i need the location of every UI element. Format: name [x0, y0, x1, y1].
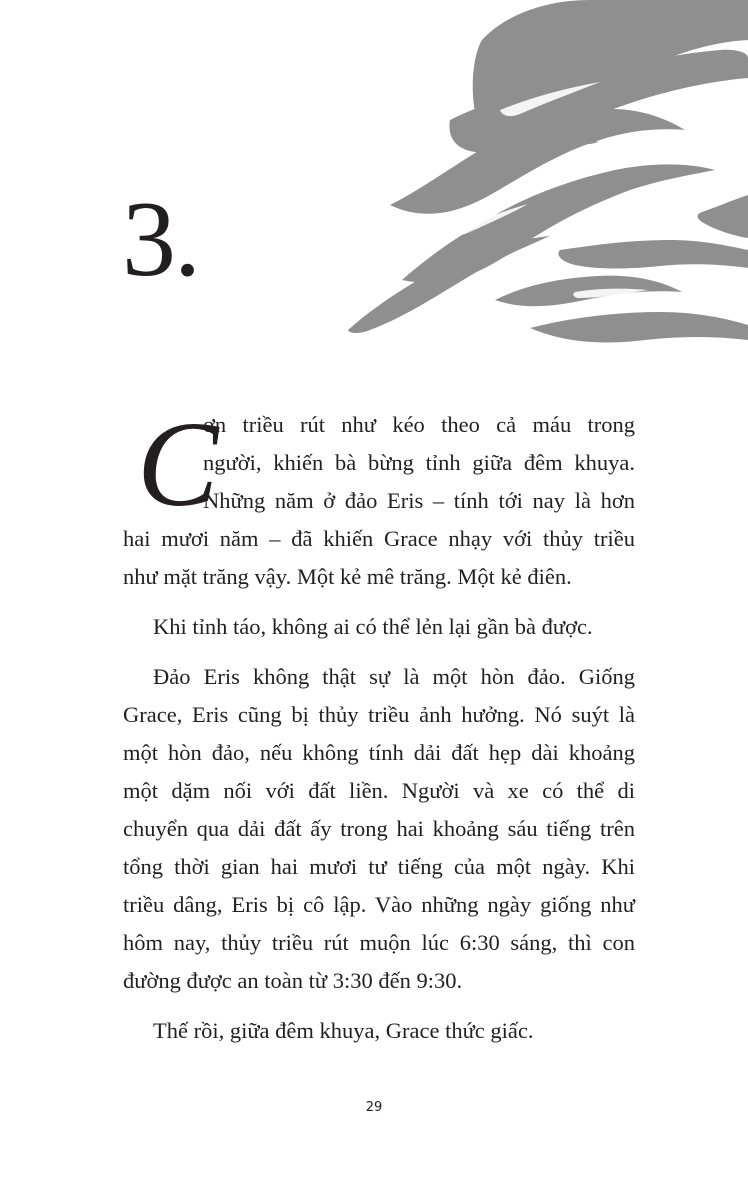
text-line: một hòn đảo, nếu không tính dải đất hẹp dài khoảng — [123, 740, 635, 765]
paragraph-1 — [123, 397, 635, 596]
text-line: tổng thời gian hai mươi tư tiếng của một ngày. Khi — [123, 854, 635, 879]
text-line: Đảo Eris không thật sự là một hòn đảo. Giống — [153, 664, 635, 689]
page-number: 29 — [365, 1100, 383, 1115]
text-line: Khi tỉnh táo, không ai có thể lẻn lại gần bà được. — [153, 614, 593, 639]
text-line: Grace, Eris cũng bị thủy triều ảnh hưởng. Nó suýt là — [123, 702, 635, 727]
chapter-body — [123, 397, 635, 1050]
text-line: chuyển qua dải đất ấy trong hai khoảng sáu tiếng trên — [123, 816, 635, 841]
text-line: đường được an toàn từ 3:30 đến 9:30. — [123, 968, 463, 993]
text-line: người, khiến bà bừng tỉnh giữa đêm khuya. — [203, 450, 635, 475]
chapter-number: 3. — [122, 180, 199, 299]
drop-cap: C — [137, 397, 219, 532]
text-line: hai mươi năm – đã khiến Grace nhạy với thủy triều — [123, 526, 635, 551]
text-line: như mặt trăng vậy. Một kẻ mê trăng. Một kẻ điên. — [123, 564, 572, 589]
paragraph-2 — [123, 608, 635, 646]
text-line: hôm nay, thủy triều rút muộn lúc 6:30 sáng, thì con — [123, 930, 635, 955]
text-line: Thế rồi, giữa đêm khuya, Grace thức giấc. — [153, 1018, 534, 1043]
text-line: một dặm nối với đất liền. Người và xe có thể di — [123, 778, 635, 803]
text-line: ơn triều rút như kéo theo cả máu trong — [203, 412, 635, 437]
paragraph-3 — [123, 658, 635, 1000]
text-line: triều dâng, Eris bị cô lập. Vào những ngày giống như — [123, 892, 635, 917]
ink-wave-illustration — [330, 0, 748, 370]
text-line: Những năm ở đảo Eris – tính tới nay là hơn — [203, 488, 635, 513]
paragraph-4 — [123, 1012, 635, 1050]
